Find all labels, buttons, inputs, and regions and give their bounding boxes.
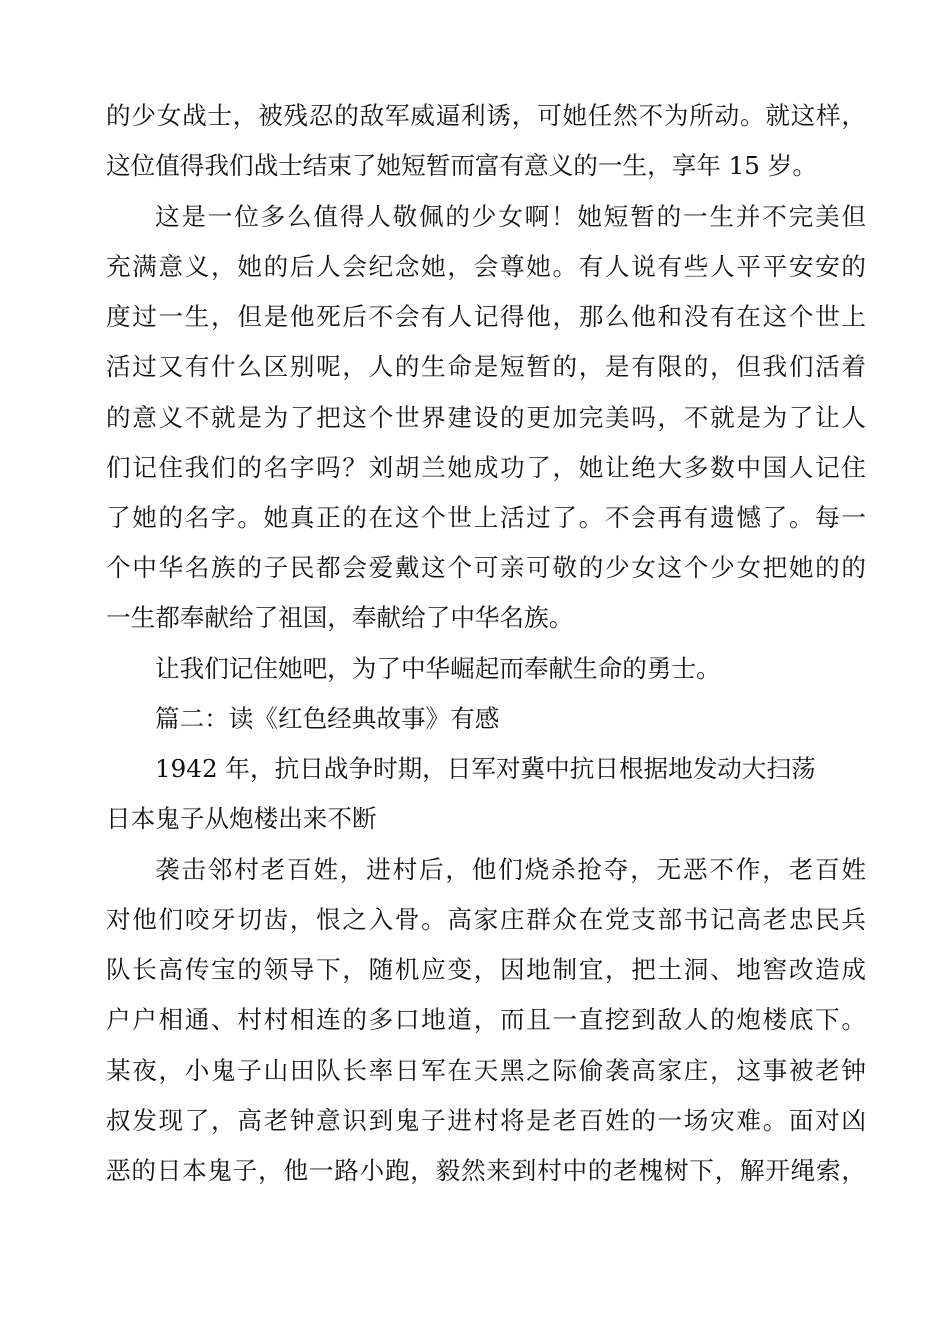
- text-line: 户户相通、村村相连的多口地道，而且一直挖到敌人的炮楼底下。: [106, 1005, 866, 1034]
- text-line: 日本鬼子从炮楼出来不断: [106, 804, 377, 833]
- text-line: 对他们咬牙切齿，恨之入骨。高家庄群众在党支部书记高老忠民兵: [106, 905, 866, 934]
- paragraph-first-line: 1942 年，抗日战争时期，日军对冀中抗日根据地发动大扫荡: [155, 754, 816, 783]
- text-line: 活过又有什么区别呢，人的生命是短暂的，是有限的，但我们活着: [106, 352, 866, 381]
- text-line: 们记住我们的名字吗？刘胡兰她成功了，她让绝大多数中国人记住: [106, 453, 866, 482]
- text-line: 某夜，小鬼子山田队长率日军在天黑之际偷袭高家庄，这事被老钟: [106, 1056, 866, 1085]
- text-line: 恶的日本鬼子，他一路小跑，毅然来到村中的老槐树下，解开绳索，: [106, 1156, 866, 1185]
- text-line: 的意义不就是为了把这个世界建设的更加完美吗，不就是为了让人: [106, 403, 866, 432]
- text-line: 度过一生，但是他死后不会有人记得他，那么他和没有在这个世上: [106, 302, 866, 331]
- paragraph-first-line: 让我们记住她吧，为了中华崛起而奉献生命的勇士。: [155, 654, 721, 683]
- text-line: 这位值得我们战士结束了她短暂而富有意义的一生，享年 15 岁。: [106, 151, 817, 180]
- text-line: 队长高传宝的领导下，随机应变，因地制宜，把土洞、地窖改造成: [106, 955, 866, 984]
- text-line: 叔发现了，高老钟意识到鬼子进村将是老百姓的一场灾难。面对凶: [106, 1106, 866, 1135]
- paragraph-first-line: 这是一位多么值得人敬佩的少女啊！她短暂的一生并不完美但: [155, 202, 866, 231]
- paragraph-first-line: 袭击邻村老百姓，进村后，他们烧杀抢夺，无恶不作，老百姓: [155, 855, 866, 884]
- section-heading: 篇二：读《红色经典故事》有感: [155, 704, 500, 733]
- text-line: 充满意义，她的后人会纪念她，会尊她。有人说有些人平平安安的: [106, 252, 866, 281]
- text-line: 的少女战士，被残忍的敌军威逼利诱，可她任然不为所动。就这样，: [106, 101, 866, 130]
- text-line: 了她的名字。她真正的在这个世上活过了。不会再有遗憾了。每一: [106, 503, 866, 532]
- text-line: 个中华名族的子民都会爱戴这个可亲可敬的少女这个少女把她的的: [106, 553, 866, 582]
- text-line: 一生都奉献给了祖国，奉献给了中华名族。: [106, 603, 574, 632]
